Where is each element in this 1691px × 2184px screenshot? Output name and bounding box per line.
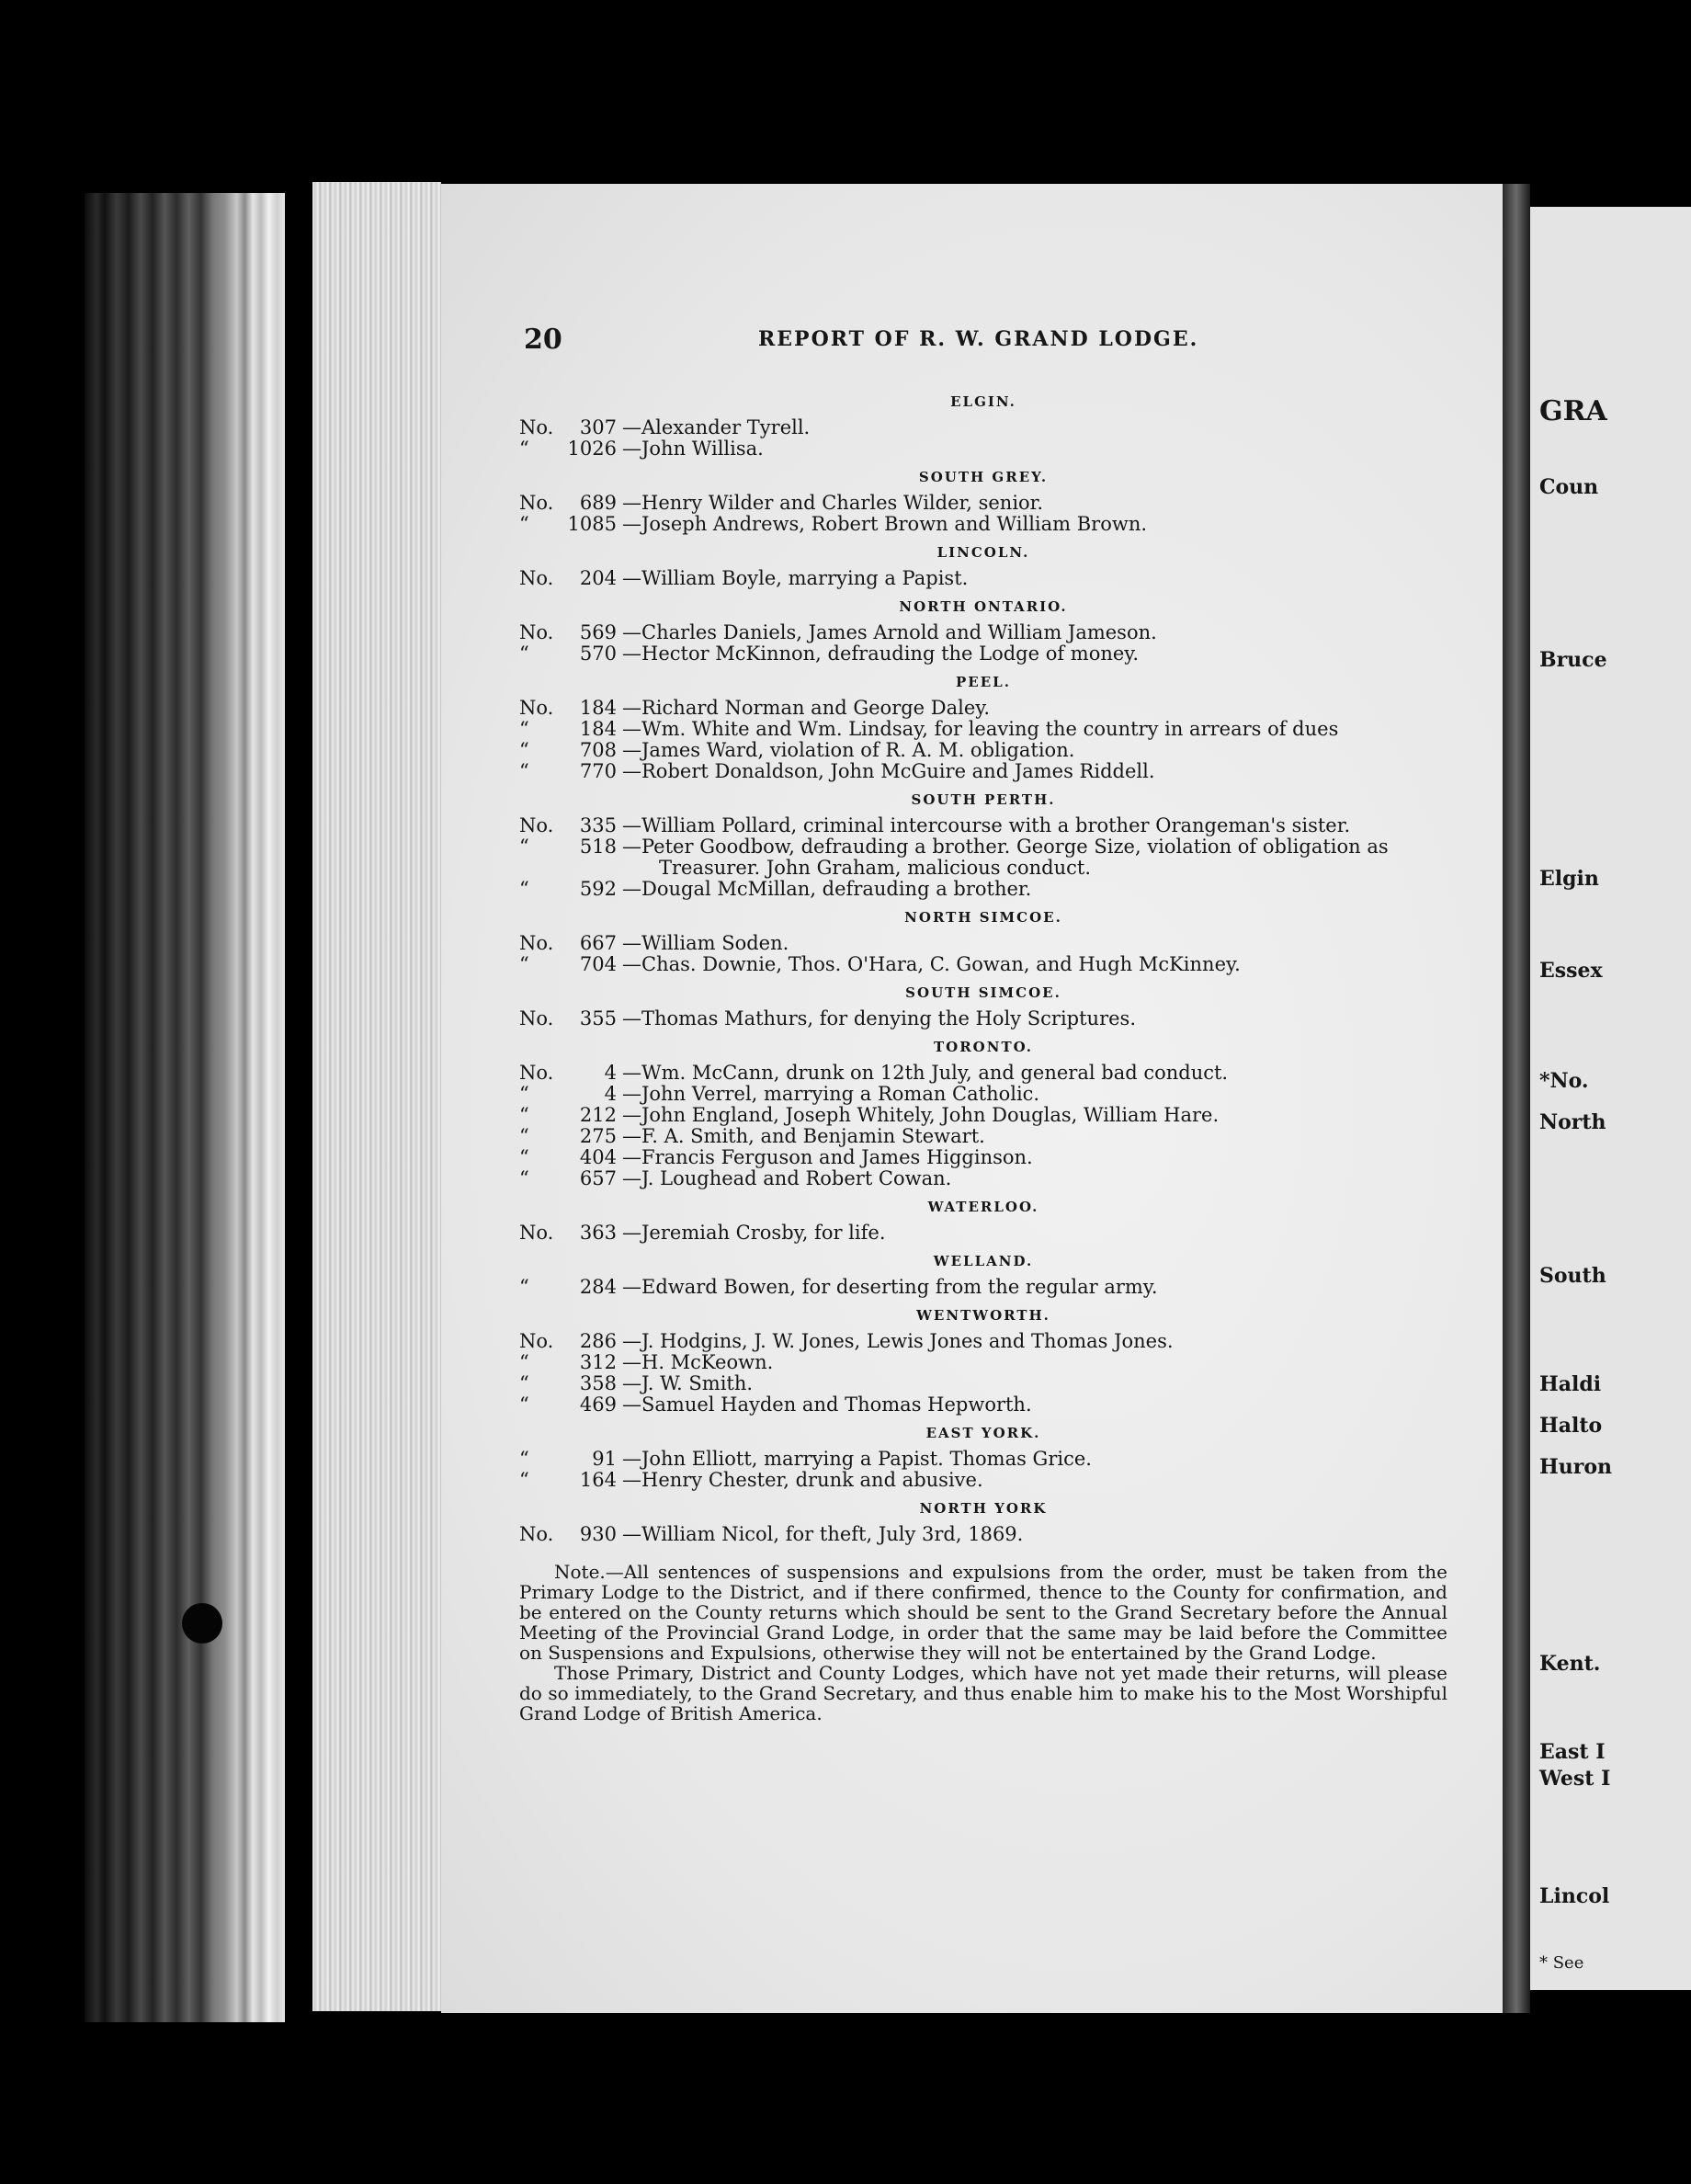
entry-text: —J. Loughead and Robert Cowan. <box>622 1167 952 1189</box>
entry-prefix: No. <box>519 567 554 589</box>
lodge-number: 358 <box>579 1372 617 1394</box>
book-fore-edge <box>85 193 285 2022</box>
lodge-number: 657 <box>579 1167 617 1189</box>
lodge-number: 689 <box>579 492 617 514</box>
suspension-entry <box>519 1084 1447 1105</box>
note-paragraph: Those Primary, District and County Lodges, which have not yet made their returns, will please do so immediately, to the Grand Secretary, and thus enable him to make his to the Most Worshipful Grand Lodge of British America. <box>519 1662 1447 1724</box>
lodge-section <box>519 1039 1447 1189</box>
entry-text: —Henry Wilder and Charles Wilder, senior. <box>622 492 1044 514</box>
lodge-section <box>519 1307 1447 1416</box>
suspension-entry <box>519 879 1447 900</box>
entry-text: —James Ward, violation of R. A. M. obligation. <box>622 739 1075 761</box>
entry-text: —Jeremiah Crosby, for life. <box>622 1222 886 1244</box>
entry-prefix: “ <box>519 1104 529 1126</box>
suspension-entry <box>519 1223 1447 1244</box>
suspension-entry <box>519 643 1447 665</box>
entry-prefix: “ <box>519 878 529 900</box>
facing-page-fragment: Bruce <box>1539 648 1607 672</box>
facing-page-fragment: Coun <box>1539 475 1599 499</box>
suspension-entry <box>519 622 1447 643</box>
lodge-number: 212 <box>579 1104 617 1126</box>
entry-text: —Francis Ferguson and James Higginson. <box>622 1146 1033 1168</box>
section-title: NORTH ONTARIO. <box>899 598 1068 615</box>
entry-text: —William Nicol, for theft, July 3rd, 1869. <box>622 1523 1024 1545</box>
entry-text: —John England, Joseph Whitely, John Douglas, William Hare. <box>622 1104 1220 1126</box>
lodge-section <box>519 1199 1447 1244</box>
entry-prefix: No. <box>519 1330 554 1352</box>
lodge-number: 307 <box>579 416 617 438</box>
lodge-number: 770 <box>579 760 617 782</box>
suspension-entry <box>519 1352 1447 1373</box>
lodge-number: 469 <box>579 1393 617 1416</box>
suspension-entry <box>519 933 1447 954</box>
lodge-number: 1085 <box>567 513 617 535</box>
lodge-section <box>519 984 1447 1029</box>
entry-prefix: No. <box>519 1062 554 1084</box>
lodge-number: 708 <box>579 739 617 761</box>
entry-text: —Chas. Downie, Thos. O'Hara, C. Gowan, and Hugh McKinney. <box>622 953 1241 975</box>
suspension-entry <box>519 1524 1447 1545</box>
facing-page-fragment: *No. <box>1539 1069 1589 1093</box>
entry-text: —Alexander Tyrell. <box>622 416 811 438</box>
entry-prefix: No. <box>519 1222 554 1244</box>
suspension-entry <box>519 1470 1447 1491</box>
entry-prefix: No. <box>519 621 554 643</box>
lodge-section <box>519 909 1447 975</box>
facing-page-fragment: Halto <box>1539 1414 1603 1438</box>
lodge-number: 518 <box>579 836 617 858</box>
entry-text: —Wm. McCann, drunk on 12th July, and general bad conduct. <box>622 1062 1229 1084</box>
lodge-number: 570 <box>579 643 617 665</box>
lodge-number: 275 <box>579 1125 617 1147</box>
lodge-number: 355 <box>579 1007 617 1029</box>
suspension-entry <box>519 954 1447 975</box>
facing-page-fragment: Haldi <box>1539 1372 1602 1396</box>
entry-text: —William Soden. <box>622 932 789 954</box>
entry-prefix: “ <box>519 953 529 975</box>
lodge-number: 1026 <box>567 438 617 460</box>
book-gutter <box>1503 184 1530 2013</box>
suspension-entry <box>519 1449 1447 1470</box>
page-header <box>524 324 1461 360</box>
lodge-number: 286 <box>579 1330 617 1352</box>
page-number: 20 <box>524 324 562 356</box>
entry-prefix: “ <box>519 1448 529 1470</box>
suspension-entry <box>519 1331 1447 1352</box>
facing-page-fragment: East I <box>1539 1740 1606 1764</box>
entry-text: —Richard Norman and George Daley. <box>622 697 991 719</box>
entry-text: —Thomas Mathurs, for denying the Holy Scriptures. <box>622 1007 1136 1029</box>
entry-prefix: “ <box>519 1351 529 1373</box>
section-title: PEEL. <box>956 674 1011 690</box>
entry-text: —Charles Daniels, James Arnold and William Jameson. <box>622 621 1157 643</box>
suspension-entry <box>519 1277 1447 1298</box>
lodge-section <box>519 1500 1447 1545</box>
lodge-number: 91 <box>592 1448 617 1470</box>
page-body <box>519 384 1447 1723</box>
entry-prefix: “ <box>519 513 529 535</box>
lodge-section <box>519 1253 1447 1298</box>
lodge-number: 930 <box>579 1523 617 1545</box>
suspension-entry <box>519 1394 1447 1416</box>
binding-hole <box>182 1603 222 1644</box>
suspension-entry <box>519 1126 1447 1147</box>
lodge-section <box>519 1425 1447 1491</box>
entry-prefix: “ <box>519 739 529 761</box>
section-title: LINCOLN. <box>936 544 1030 561</box>
suspension-entry <box>519 1063 1447 1084</box>
entry-text: —John Verrel, marrying a Roman Catholic. <box>622 1083 1040 1105</box>
section-title: WELLAND. <box>933 1253 1034 1269</box>
note-block <box>519 1562 1447 1723</box>
suspension-entry <box>519 568 1447 589</box>
suspension-entry <box>519 493 1447 514</box>
facing-page-fragment: West I <box>1539 1767 1611 1791</box>
entry-text: —Wm. White and Wm. Lindsay, for leaving the country in arrears of dues <box>622 718 1339 740</box>
lodge-number: 592 <box>579 878 617 900</box>
lodge-number: 184 <box>579 697 617 719</box>
entry-text: —F. A. Smith, and Benjamin Stewart. <box>622 1125 985 1147</box>
suspension-entry <box>519 1105 1447 1126</box>
facing-page-fragment: Lincol <box>1539 1884 1610 1908</box>
suspension-entry <box>519 417 1447 438</box>
entry-text: —H. McKeown. <box>622 1351 774 1373</box>
entry-prefix: “ <box>519 1146 529 1168</box>
entry-text: —William Boyle, marrying a Papist. <box>622 567 969 589</box>
suspension-entry <box>519 761 1447 782</box>
entry-text: —J. W. Smith. <box>622 1372 754 1394</box>
suspension-entry <box>519 1008 1447 1029</box>
facing-page-fragment: Huron <box>1539 1455 1613 1479</box>
lodge-section <box>519 791 1447 900</box>
entry-text: —Samuel Hayden and Thomas Hepworth. <box>622 1393 1032 1416</box>
entry-prefix: “ <box>519 1469 529 1491</box>
lodge-section <box>519 469 1447 535</box>
facing-page-fragment: South <box>1539 1264 1606 1288</box>
lodge-number: 363 <box>579 1222 617 1244</box>
lodge-number: 4 <box>604 1062 617 1084</box>
entry-prefix: “ <box>519 1393 529 1416</box>
suspension-entry <box>519 1373 1447 1394</box>
page-stack-edge <box>312 182 441 2011</box>
entry-prefix: “ <box>519 643 529 665</box>
entry-prefix: “ <box>519 1083 529 1105</box>
suspension-entry <box>519 438 1447 460</box>
entry-prefix: “ <box>519 1167 529 1189</box>
lodge-number: 4 <box>604 1083 617 1105</box>
lodge-number: 204 <box>579 567 617 589</box>
entry-prefix: “ <box>519 1125 529 1147</box>
facing-page-fragment: Kent. <box>1539 1652 1601 1676</box>
lodge-number: 569 <box>579 621 617 643</box>
section-title: NORTH YORK <box>919 1500 1048 1517</box>
entry-text: —John Elliott, marrying a Papist. Thomas Grice. <box>622 1448 1092 1470</box>
entry-text: —J. Hodgins, J. W. Jones, Lewis Jones and Thomas Jones. <box>622 1330 1174 1352</box>
suspension-entry <box>519 1168 1447 1189</box>
section-title: NORTH SIMCOE. <box>904 909 1062 926</box>
entry-prefix: No. <box>519 416 554 438</box>
entry-text: —Henry Chester, drunk and abusive. <box>622 1469 983 1491</box>
lodge-number: 667 <box>579 932 617 954</box>
entry-text: —John Willisa. <box>622 438 764 460</box>
section-title: SOUTH PERTH. <box>911 791 1056 808</box>
lodge-section <box>519 674 1447 782</box>
entry-text: —Hector McKinnon, defrauding the Lodge of money. <box>622 643 1140 665</box>
facing-page <box>1530 207 1691 1990</box>
entry-text: —Peter Goodbow, defrauding a brother. George Size, violation of obligation as <box>622 836 1389 858</box>
section-title: ELGIN. <box>950 393 1016 410</box>
facing-page-fragment: Elgin <box>1539 867 1599 891</box>
suspension-entry <box>519 740 1447 761</box>
note-paragraph: Note.—All sentences of suspensions and expulsions from the order, must be taken from the Primary Lodge to the District, and if there confirmed, thence to the County for confirmation, and be entered on the County returns which should be sent to the Grand Secretary before the Annual Meeting of the Provincial Grand Lodge, in order that the same may be laid before the Committee on Suspensions and Expulsions, otherwise they will not be entertained by the Grand Lodge. <box>519 1561 1447 1664</box>
entry-prefix: No. <box>519 1007 554 1029</box>
entry-prefix: “ <box>519 1276 529 1298</box>
lodge-section <box>519 393 1447 460</box>
facing-page-fragment: GRA <box>1539 395 1607 427</box>
entry-prefix: No. <box>519 1523 554 1545</box>
entry-continuation: Treasurer. John Graham, malicious conduct. <box>659 857 1092 879</box>
entry-text: —Robert Donaldson, John McGuire and James Riddell. <box>622 760 1155 782</box>
suspension-entry <box>519 836 1447 879</box>
suspension-entry <box>519 1147 1447 1168</box>
facing-page-fragment: North <box>1539 1110 1606 1134</box>
section-title: EAST YORK. <box>925 1425 1041 1441</box>
suspension-entry <box>519 698 1447 719</box>
entry-prefix: “ <box>519 760 529 782</box>
suspension-entry <box>519 815 1447 836</box>
entry-prefix: No. <box>519 697 554 719</box>
section-title: SOUTH SIMCOE. <box>905 984 1061 1001</box>
facing-page-fragment: * See <box>1539 1953 1584 1973</box>
lodge-section <box>519 544 1447 589</box>
entry-prefix: “ <box>519 1372 529 1394</box>
lodge-number: 704 <box>579 953 617 975</box>
running-title: REPORT OF R. W. GRAND LODGE. <box>758 327 1199 351</box>
suspension-entry <box>519 514 1447 535</box>
lodge-number: 164 <box>579 1469 617 1491</box>
lodge-number: 312 <box>579 1351 617 1373</box>
lodge-number: 404 <box>579 1146 617 1168</box>
entry-text: —William Pollard, criminal intercourse with a brother Orangeman's sister. <box>622 814 1351 836</box>
section-title: WATERLOO. <box>927 1199 1039 1215</box>
entry-text: —Dougal McMillan, defrauding a brother. <box>622 878 1032 900</box>
lodge-number: 335 <box>579 814 617 836</box>
entry-text: —Edward Bowen, for deserting from the regular army. <box>622 1276 1158 1298</box>
section-title: SOUTH GREY. <box>918 469 1049 485</box>
entry-prefix: No. <box>519 932 554 954</box>
entry-text: —Joseph Andrews, Robert Brown and William Brown. <box>622 513 1148 535</box>
section-title: WENTWORTH. <box>916 1307 1050 1324</box>
entry-prefix: “ <box>519 718 529 740</box>
entry-prefix: No. <box>519 492 554 514</box>
suspension-entry <box>519 719 1447 740</box>
lodge-section <box>519 598 1447 665</box>
section-title: TORONTO. <box>933 1039 1034 1055</box>
lodge-number: 284 <box>579 1276 617 1298</box>
entry-prefix: No. <box>519 814 554 836</box>
lodge-number: 184 <box>579 718 617 740</box>
facing-page-fragment: Essex <box>1539 959 1603 983</box>
entry-prefix: “ <box>519 836 529 858</box>
entry-prefix: “ <box>519 438 529 460</box>
